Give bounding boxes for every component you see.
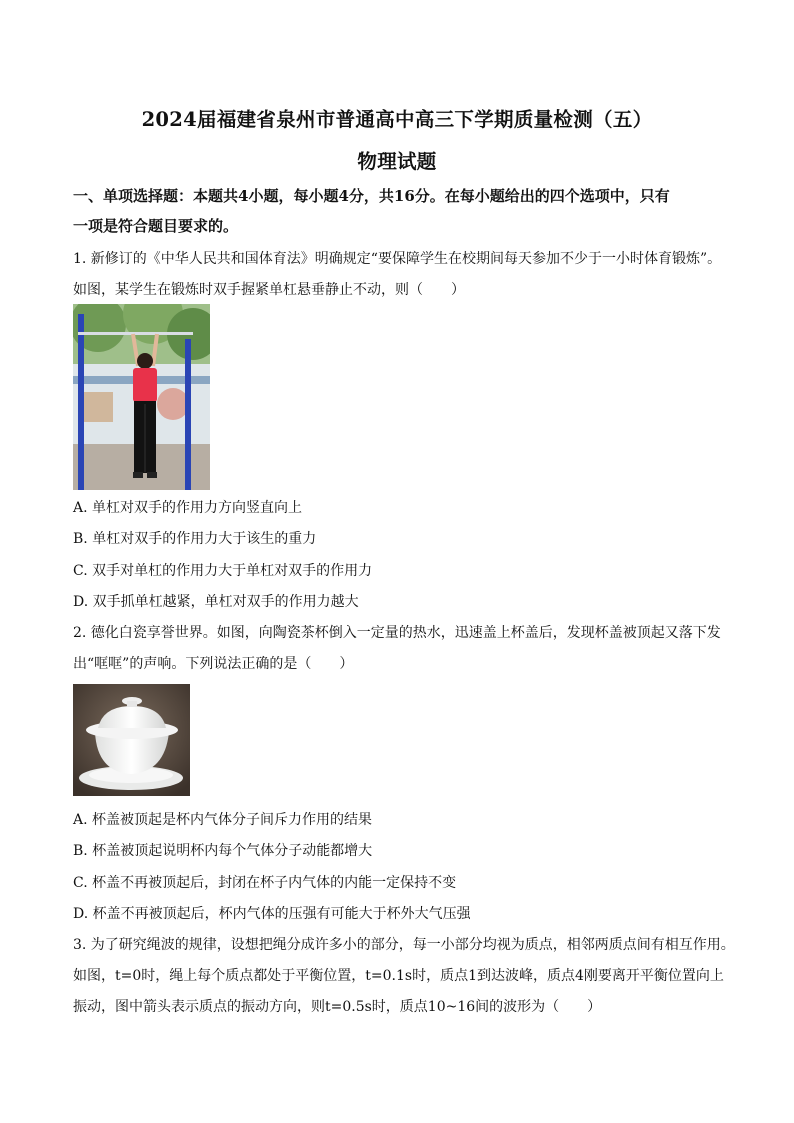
- q1-option-a: A. 单杠对双手的作用力方向竖直向上: [73, 500, 303, 516]
- section-heading-cont: 一项是符合题目要求的。: [73, 217, 239, 235]
- q2-option-b: B. 杯盖被顶起说明杯内每个气体分子动能都增大: [73, 843, 373, 859]
- q1-option-d: D. 双手抓单杠越紧，单杠对双手的作用力越大: [73, 594, 359, 610]
- q2-photo-illustration: [73, 684, 190, 796]
- q1-stem: 1. 新修订的《中华人民共和国体育法》明确规定“要保障学生在校期间每天参加不少于一小时体育锻炼”。: [73, 251, 722, 267]
- q1-option-b: B. 单杠对双手的作用力大于该生的重力: [73, 531, 317, 547]
- q1-stem-cont: 如图，某学生在锻炼时双手握紧单杠悬垂静止不动，则（ ）: [73, 282, 465, 298]
- q3-stem: 3. 为了研究绳波的规律，设想把绳分成许多小的部分，每一小部分均视为质点，相邻两质点间有相互作用。: [73, 937, 735, 953]
- q2-option-d: D. 杯盖不再被顶起后，杯内气体的压强有可能大于杯外大气压强: [73, 906, 471, 922]
- q2-stem-cont: 出“哐哐”的声响。下列说法正确的是（ ）: [73, 656, 354, 672]
- q1-photo-illustration: [73, 304, 210, 490]
- q3-stem-cont2: 振动，图中箭头表示质点的振动方向，则t=0.5s时，质点10~16间的波形为（ ）: [73, 999, 602, 1015]
- q2-option-c: C. 杯盖不再被顶起后，封闭在杯子内气体的内能一定保持不变: [73, 875, 457, 891]
- q2-option-a: A. 杯盖被顶起是杯内气体分子间斥力作用的结果: [73, 812, 373, 828]
- q2-stem: 2. 德化白瓷享誉世界。如图，向陶瓷茶杯倒入一定量的热水，迅速盖上杯盖后，发现杯盖被顶起又落下发: [73, 625, 721, 641]
- q1-photo-student-hanging: [73, 304, 210, 490]
- q3-stem-cont: 如图，t=0时，绳上每个质点都处于平衡位置，t=0.1s时，质点1到达波峰，质点4刚要离开平衡位置向上: [73, 968, 724, 984]
- exam-title: 2024届福建省泉州市普通高中高三下学期质量检测（五）: [141, 108, 653, 131]
- q2-photo-porcelain-cup: [73, 684, 190, 796]
- section-heading: 一、单项选择题：本题共4小题，每小题4分，共16分。在每小题给出的四个选项中，只有: [73, 187, 670, 205]
- q1-option-c: C. 双手对单杠的作用力大于单杠对双手的作用力: [73, 563, 373, 579]
- exam-subject: 物理试题: [357, 150, 437, 173]
